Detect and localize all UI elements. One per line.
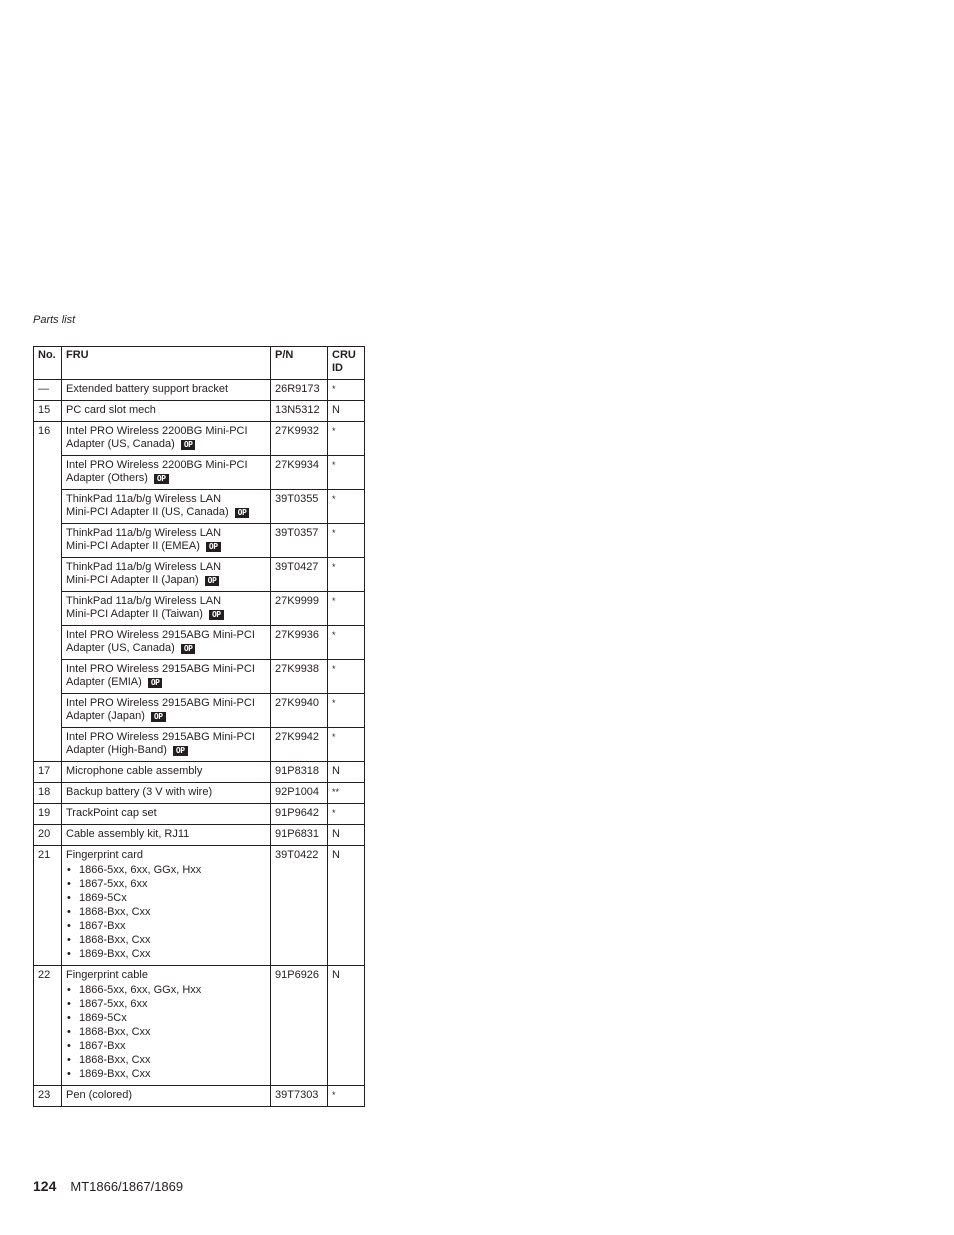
model-list: [66, 863, 266, 961]
table-row: [34, 422, 365, 456]
row-no: —: [34, 380, 62, 401]
row-no: 16: [34, 422, 62, 762]
row-no: 17: [34, 762, 62, 783]
row-cru: [328, 592, 365, 626]
row-fru: [62, 456, 271, 490]
fru-line: Adapter (EMIA): [66, 676, 142, 688]
section-label: Parts list: [33, 314, 76, 326]
model-item: • 1867-Bxx: [66, 919, 266, 933]
row-no: 20: [34, 825, 62, 846]
model-item: • 1869-5Cx: [66, 1011, 266, 1025]
row-cru: [328, 558, 365, 592]
op-badge-icon: OP: [151, 712, 166, 722]
row-cru: N: [328, 846, 365, 966]
row-cru: [328, 380, 365, 401]
table-row: [34, 783, 365, 804]
op-badge-icon: OP: [206, 542, 221, 552]
table-row: [34, 966, 365, 1086]
row-pn: 91P9642: [271, 804, 328, 825]
model-item: • 1866-5xx, 6xx, GGx, Hxx: [66, 863, 266, 877]
fru-line: Mini-PCI Adapter II (EMEA): [66, 540, 200, 552]
fru-title: Fingerprint card: [66, 849, 144, 861]
row-fru: PC card slot mech: [62, 401, 271, 422]
cru-value: *: [332, 698, 336, 708]
model-item: • 1868-Bxx, Cxx: [66, 1053, 266, 1067]
model-item: • 1867-Bxx: [66, 1039, 266, 1053]
row-pn: 27K9940: [271, 694, 328, 728]
row-fru: Pen (colored): [62, 1086, 271, 1107]
fru-line: ThinkPad 11a/b/g Wireless LAN: [66, 493, 222, 505]
fru-line: Adapter (Others): [66, 472, 148, 484]
fru-title: Fingerprint cable: [66, 969, 148, 981]
row-fru: [62, 490, 271, 524]
fru-line: Intel PRO Wireless 2200BG Mini-PCI: [66, 459, 248, 471]
row-cru: [328, 660, 365, 694]
cru-value: *: [332, 596, 336, 606]
row-cru: [328, 626, 365, 660]
row-pn: 13N5312: [271, 401, 328, 422]
row-no: 18: [34, 783, 62, 804]
row-fru: Microphone cable assembly: [62, 762, 271, 783]
op-badge-icon: OP: [181, 644, 196, 654]
row-fru: Extended battery support bracket: [62, 380, 271, 401]
row-fru: [62, 524, 271, 558]
fru-line: Mini-PCI Adapter II (Taiwan): [66, 608, 203, 620]
cru-value: *: [332, 426, 336, 436]
row-fru: [62, 846, 271, 966]
fru-line: Intel PRO Wireless 2915ABG Mini-PCI: [66, 731, 255, 743]
fru-line: Adapter (Japan): [66, 710, 145, 722]
cru-value: *: [332, 562, 336, 572]
table-row: [34, 762, 365, 783]
row-cru: N: [328, 762, 365, 783]
fru-line: Mini-PCI Adapter II (Japan): [66, 574, 199, 586]
row-cru: [328, 1086, 365, 1107]
table-row: [34, 490, 365, 524]
row-pn: 27K9936: [271, 626, 328, 660]
op-badge-icon: OP: [181, 440, 196, 450]
row-fru: TrackPoint cap set: [62, 804, 271, 825]
row-pn: 91P8318: [271, 762, 328, 783]
row-pn: 91P6831: [271, 825, 328, 846]
row-pn: 39T0357: [271, 524, 328, 558]
op-badge-icon: OP: [209, 610, 224, 620]
header-pn: P/N: [271, 347, 328, 380]
row-cru: [328, 783, 365, 804]
op-badge-icon: OP: [205, 576, 220, 586]
model-item: • 1869-Bxx, Cxx: [66, 947, 266, 961]
row-fru: Backup battery (3 V with wire): [62, 783, 271, 804]
model-item: • 1869-5Cx: [66, 891, 266, 905]
cru-value: *: [332, 528, 336, 538]
row-cru: [328, 804, 365, 825]
page-footer: [33, 1178, 183, 1194]
row-cru: [328, 524, 365, 558]
op-badge-icon: OP: [235, 508, 250, 518]
row-cru: N: [328, 966, 365, 1086]
row-fru: [62, 626, 271, 660]
row-cru: [328, 490, 365, 524]
row-cru: [328, 422, 365, 456]
table-row: [34, 558, 365, 592]
row-fru: Cable assembly kit, RJ11: [62, 825, 271, 846]
row-pn: 39T0355: [271, 490, 328, 524]
row-pn: 27K9934: [271, 456, 328, 490]
fru-line: Intel PRO Wireless 2200BG Mini-PCI: [66, 425, 248, 437]
model-item: • 1869-Bxx, Cxx: [66, 1067, 266, 1081]
fru-line: Adapter (US, Canada): [66, 642, 175, 654]
table-row: [34, 825, 365, 846]
row-fru: [62, 966, 271, 1086]
row-pn: 39T7303: [271, 1086, 328, 1107]
table-row: [34, 660, 365, 694]
row-no: 22: [34, 966, 62, 1086]
row-pn: 27K9932: [271, 422, 328, 456]
row-pn: 27K9999: [271, 592, 328, 626]
row-cru: N: [328, 401, 365, 422]
op-badge-icon: OP: [148, 678, 163, 688]
row-cru: [328, 728, 365, 762]
table-row: [34, 846, 365, 966]
cru-value: *: [332, 494, 336, 504]
table-row: [34, 1086, 365, 1107]
op-badge-icon: OP: [154, 474, 169, 484]
table-row: [34, 524, 365, 558]
fru-line: Adapter (US, Canada): [66, 438, 175, 450]
cru-value: *: [332, 664, 336, 674]
table-row: [34, 380, 365, 401]
fru-line: ThinkPad 11a/b/g Wireless LAN: [66, 561, 222, 573]
table-row: [34, 401, 365, 422]
model-item: • 1867-5xx, 6xx: [66, 997, 266, 1011]
table-row: [34, 804, 365, 825]
row-pn: 27K9942: [271, 728, 328, 762]
model-item: • 1867-5xx, 6xx: [66, 877, 266, 891]
model-item: • 1868-Bxx, Cxx: [66, 933, 266, 947]
row-fru: [62, 694, 271, 728]
fru-line: Mini-PCI Adapter II (US, Canada): [66, 506, 229, 518]
fru-line: Intel PRO Wireless 2915ABG Mini-PCI: [66, 663, 255, 675]
row-fru: [62, 558, 271, 592]
row-cru: [328, 456, 365, 490]
model-item: • 1868-Bxx, Cxx: [66, 1025, 266, 1039]
row-pn: 92P1004: [271, 783, 328, 804]
row-no: 15: [34, 401, 62, 422]
cru-value: *: [332, 384, 336, 394]
model-text: MT1866/1867/1869: [70, 1179, 184, 1194]
page-number: 124: [33, 1178, 57, 1194]
row-cru: N: [328, 825, 365, 846]
row-no: 23: [34, 1086, 62, 1107]
table-row: [34, 626, 365, 660]
row-pn: 91P6926: [271, 966, 328, 1086]
table-header-row: [34, 347, 365, 380]
row-pn: 27K9938: [271, 660, 328, 694]
cru-value: **: [332, 787, 340, 797]
model-list: [66, 983, 266, 1081]
header-fru: FRU: [62, 347, 271, 380]
header-cru-id: CRU ID: [328, 347, 365, 380]
table-row: [34, 728, 365, 762]
header-no: No.: [34, 347, 62, 380]
row-pn: 39T0422: [271, 846, 328, 966]
row-no: 21: [34, 846, 62, 966]
cru-value: *: [332, 630, 336, 640]
cru-value: *: [332, 460, 336, 470]
op-badge-icon: OP: [173, 746, 188, 756]
cru-value: *: [332, 1090, 336, 1100]
row-no: 19: [34, 804, 62, 825]
model-item: • 1868-Bxx, Cxx: [66, 905, 266, 919]
row-fru: [62, 422, 271, 456]
fru-line: Intel PRO Wireless 2915ABG Mini-PCI: [66, 629, 255, 641]
fru-line: ThinkPad 11a/b/g Wireless LAN: [66, 595, 222, 607]
row-fru: [62, 728, 271, 762]
row-cru: [328, 694, 365, 728]
row-fru: [62, 592, 271, 626]
row-pn: 39T0427: [271, 558, 328, 592]
table-row: [34, 592, 365, 626]
row-pn: 26R9173: [271, 380, 328, 401]
fru-line: Adapter (High-Band): [66, 744, 167, 756]
table-row: [34, 694, 365, 728]
cru-value: *: [332, 808, 336, 818]
fru-line: Intel PRO Wireless 2915ABG Mini-PCI: [66, 697, 255, 709]
model-item: • 1866-5xx, 6xx, GGx, Hxx: [66, 983, 266, 997]
cru-value: *: [332, 732, 336, 742]
row-fru: [62, 660, 271, 694]
table-row: [34, 456, 365, 490]
parts-table: [33, 346, 365, 1107]
fru-line: ThinkPad 11a/b/g Wireless LAN: [66, 527, 222, 539]
